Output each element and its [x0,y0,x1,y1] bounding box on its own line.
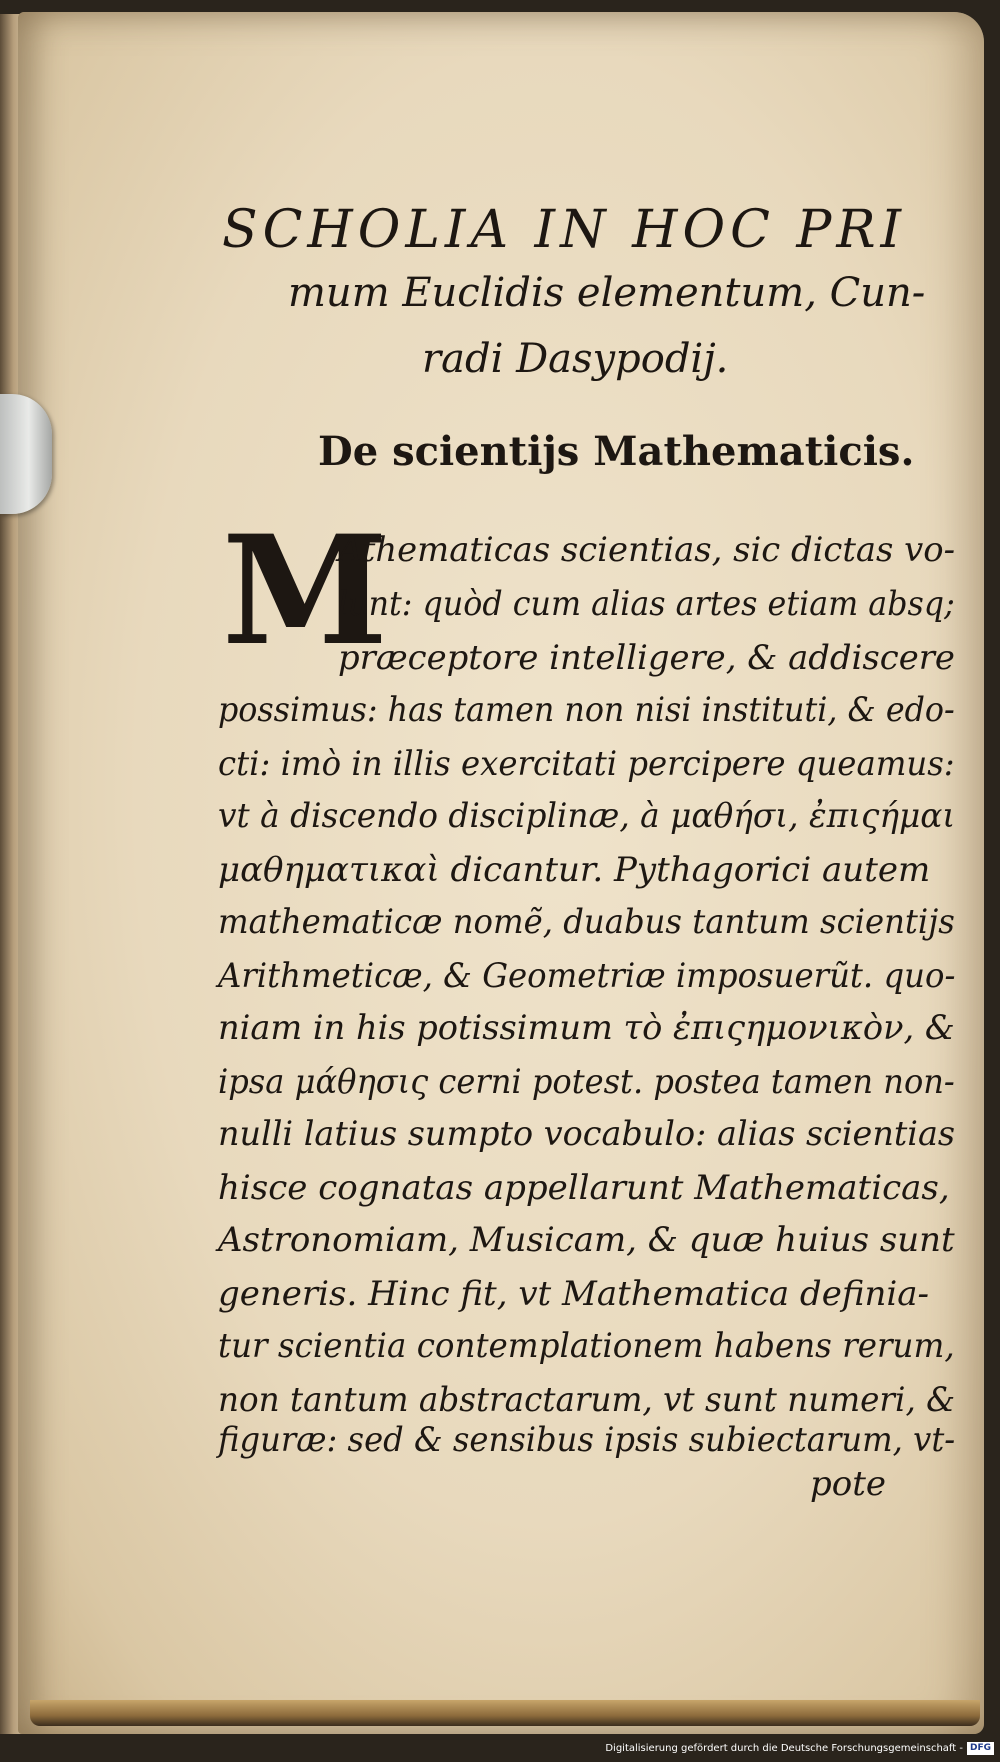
body-line: possimus: has tamen non nisi instituti, & edo- [218,690,955,730]
body-line: lunt: quòd cum alias artes etiam absq; [338,584,955,624]
drop-cap: M [222,503,389,679]
body-line: cti: imò in illis exercitati percipere queamus: [218,744,955,784]
body-line: niam in his potissimum τὸ ἐπιςημονικὸν, & [218,1008,955,1048]
credit-text: Digitalisierung gefördert durch die Deutsche Forschungsgemeinschaft - [605,1743,963,1754]
body-line: ipsa μάθησις cerni potest. postea tamen non- [218,1062,955,1102]
body-line: nulli latius sumpto vocabulo: alias scientias [218,1114,956,1154]
dfg-logo: DFG [967,1742,994,1755]
body-line: Arithmeticæ, & Geometriæ imposuerũt. quo- [218,956,956,996]
title-line-1: SCHOLIA IN HOC PRI [222,200,907,260]
body-line: præceptore intelligere, & addiscere [338,638,955,678]
body-line: mathematicæ nomẽ, duabus tantum scientijs [218,902,955,942]
body-line: hisce cognatas appellarunt Mathematicas, [218,1168,950,1208]
title-line-3: radi Dasypodij. [422,336,729,382]
section-heading: De scientijs Mathematicis. [318,428,915,475]
body-line: generis. Hinc fit, vt Mathematica definia- [218,1274,930,1314]
body-line: μαθηματικαὶ dicantur. Pythagorici autem [218,850,931,890]
body-line: figuræ: sed & sensibus ipsis subiectarum, vt- [218,1420,956,1460]
title-line-2: mum Euclidis elementum, Cun- [288,270,926,316]
catchword: pote [810,1464,887,1504]
body-line: Astronomiam, Musicam, & quæ huius sunt [218,1220,955,1260]
body-line: non tantum abstractarum, vt sunt numeri, & [218,1380,956,1420]
body-line: vt à discendo disciplinæ, à μαθήσι, ἐπιςήμαι [218,796,956,836]
digitization-credit [605,1742,994,1755]
body-line: tur scientia contemplationem habens rerum, [218,1326,955,1366]
body-line: Athematicas scientias, sic dictas vo- [338,530,955,570]
